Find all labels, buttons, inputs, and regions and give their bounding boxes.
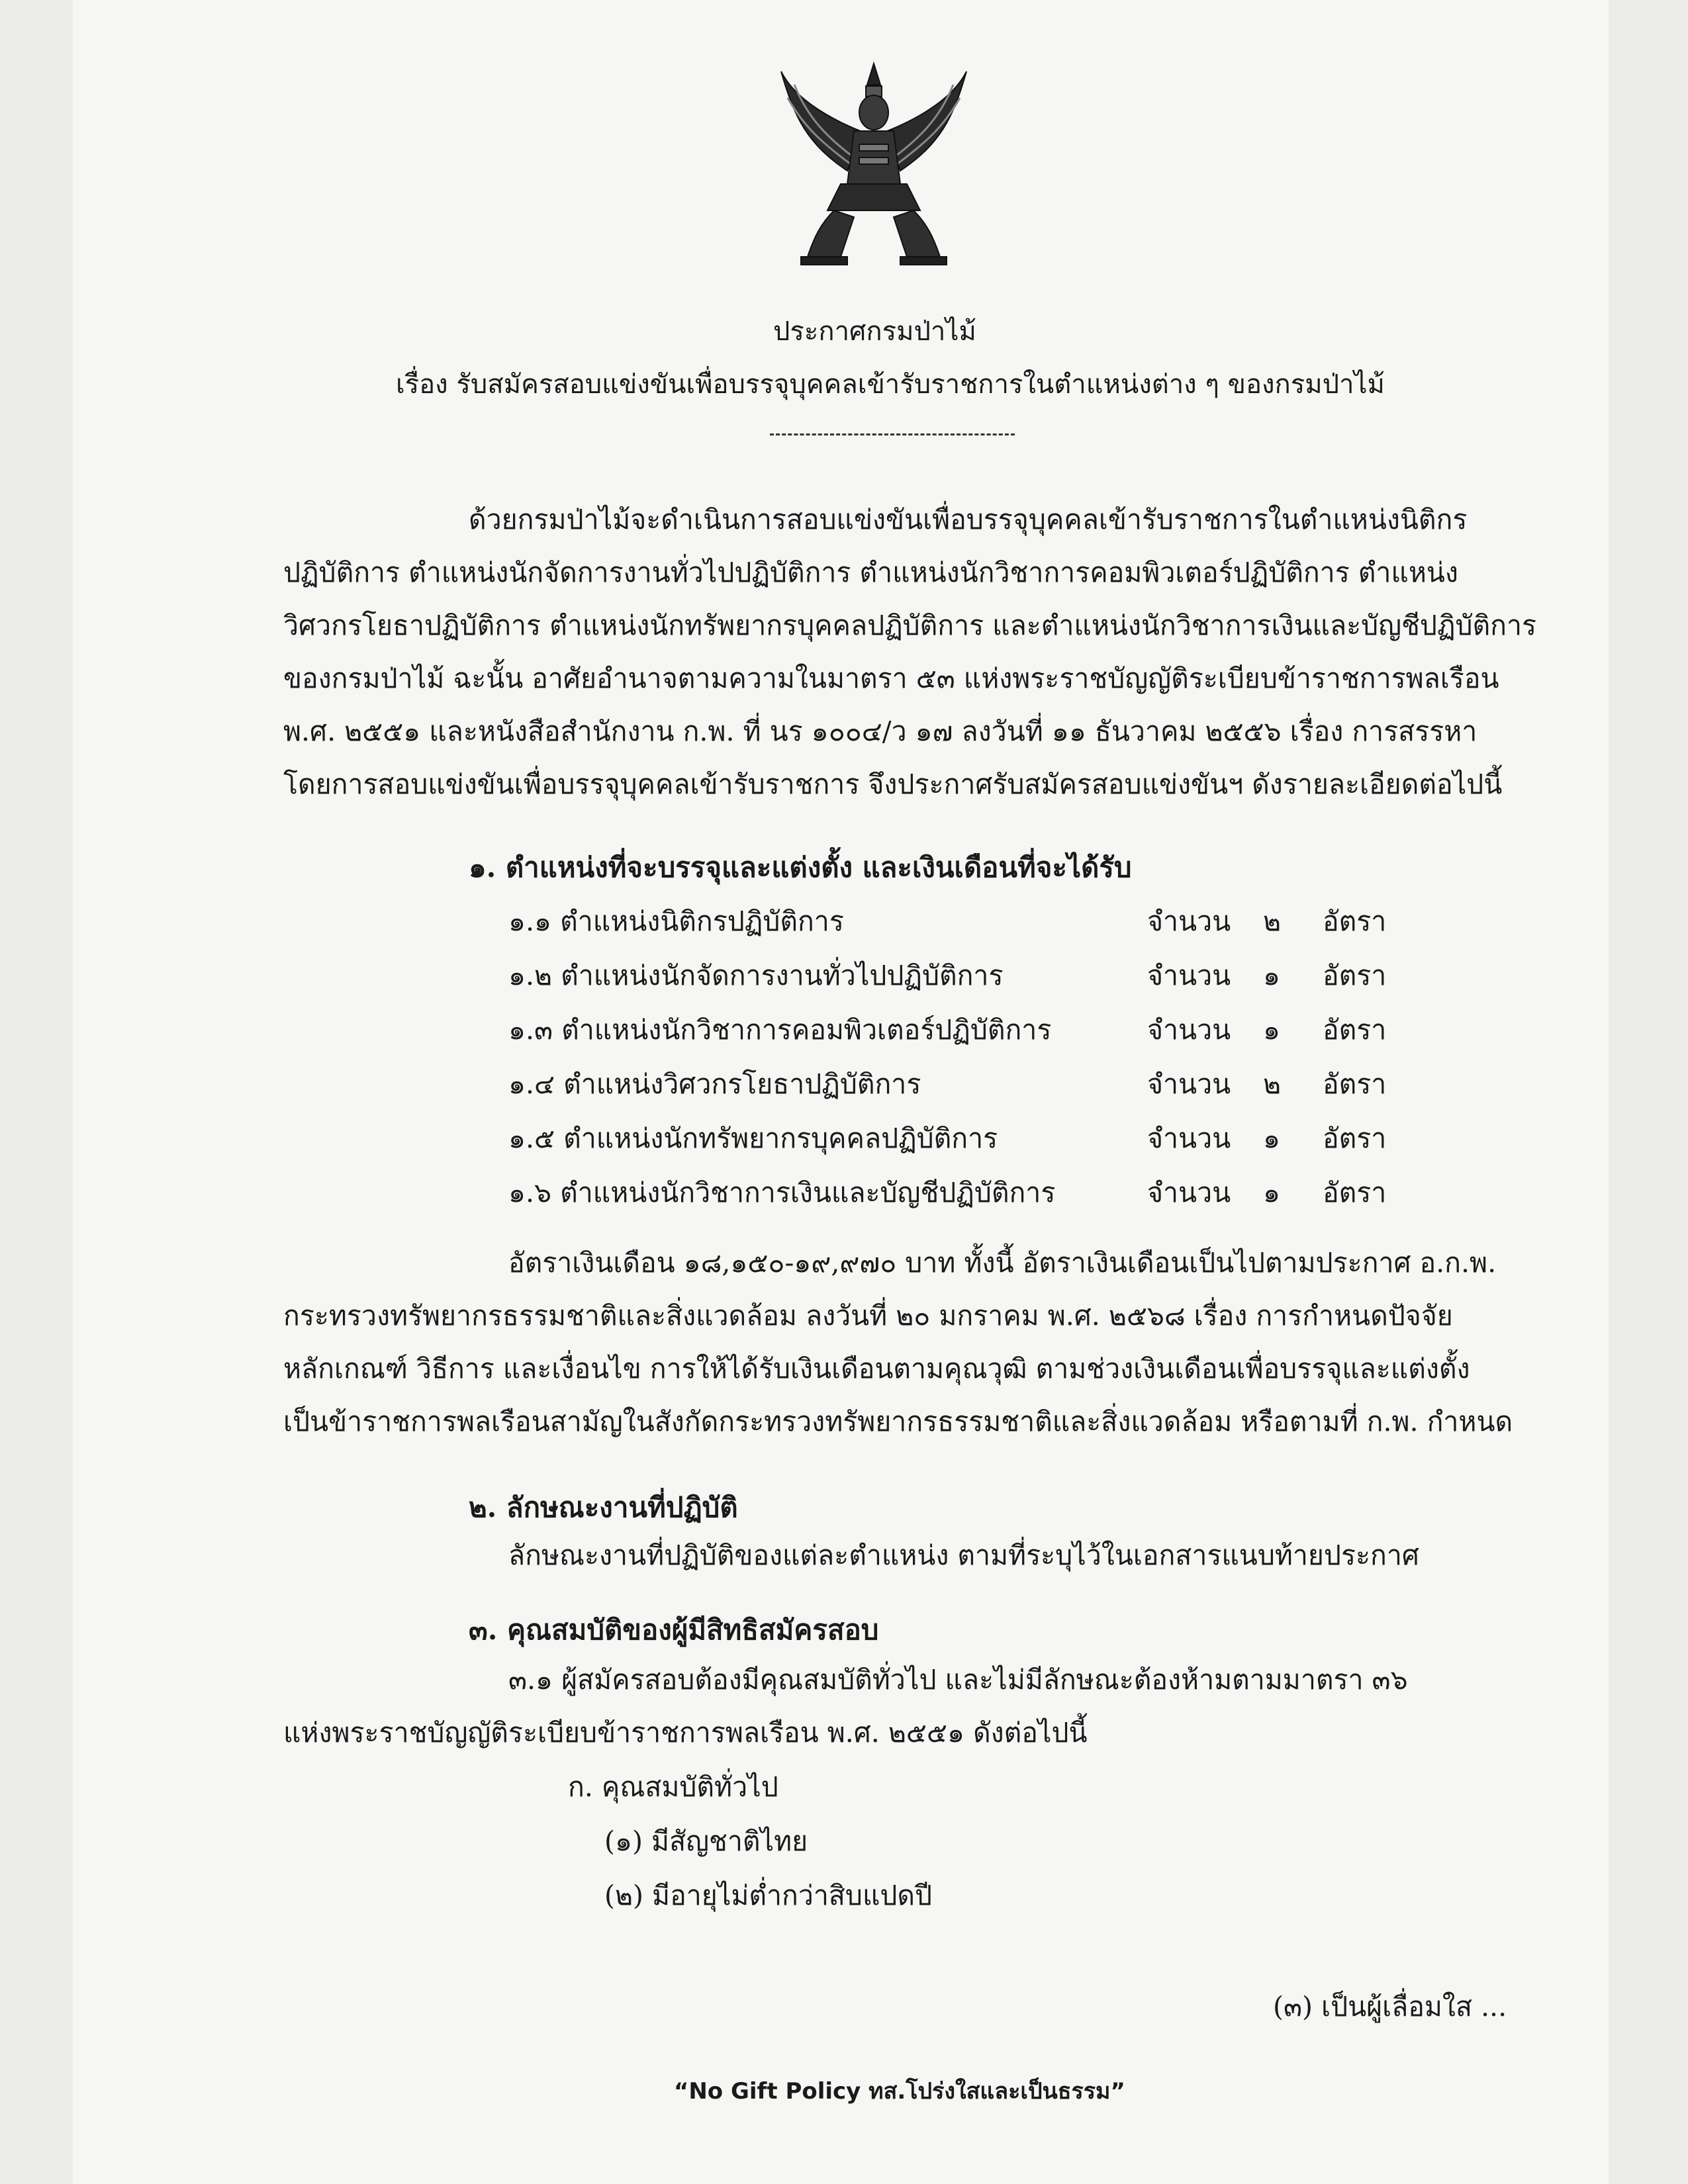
intro-line-6: โดยการสอบแข่งขันเพื่อบรรจุบุคคลเข้ารับราชการ จึงประกาศรับสมัครสอบแข่งขันฯ ดังรายละเอียดต่อไปนี้ — [283, 768, 1503, 800]
garuda-emblem-icon — [768, 58, 980, 270]
position-label: ๑.๕ ตำแหน่งนักทรัพยากรบุคคลปฏิบัติการ — [508, 1122, 998, 1154]
qualification-item: (๑) มีสัญชาติไทย — [604, 1825, 808, 1857]
intro-line-5: พ.ศ. ๒๕๕๑ และหนังสือสำนักงาน ก.พ. ที่ นร ๑๐๐๔/ว ๑๗ ลงวันที่ ๑๑ ธันวาคม ๒๕๕๖ เรื่อง การสรรหา — [283, 715, 1477, 747]
section-3-line-1: ๓.๑ ผู้สมัครสอบต้องมีคุณสมบัติทั่วไป และไม่มีลักษณะต้องห้ามตามมาตรา ๓๖ — [508, 1664, 1408, 1696]
count-label: จำนวน — [1147, 960, 1231, 991]
count-value: ๑ — [1263, 960, 1281, 991]
issuer-title: ประกาศกรมป่าไม้ — [773, 316, 976, 347]
count-value: ๑ — [1263, 1014, 1281, 1046]
salary-line-2: กระทรวงทรัพยากรธรรมชาติและสิ่งแวดล้อม ลงวันที่ ๒๐ มกราคม พ.ศ. ๒๕๖๘ เรื่อง การกำหนดปัจจัย — [283, 1300, 1453, 1332]
section-3-line-2: แห่งพระราชบัญญัติระเบียบข้าราชการพลเรือน พ.ศ. ๒๕๕๑ ดังต่อไปนี้ — [283, 1717, 1088, 1749]
count-label: จำนวน — [1147, 1177, 1231, 1208]
count-label: จำนวน — [1147, 905, 1231, 937]
count-value: ๒ — [1263, 905, 1282, 937]
count-value: ๑ — [1263, 1122, 1281, 1154]
footer-quote: “No Gift Policy ทส.โปร่งใสและเป็นธรรม” — [674, 2078, 1125, 2105]
section-2-text: ลักษณะงานที่ปฏิบัติของแต่ละตำแหน่ง ตามที่ระบุไว้ในเอกสารแนบท้ายประกาศ — [508, 1539, 1419, 1571]
intro-line-2: ปฏิบัติการ ตำแหน่งนักจัดการงานทั่วไปปฏิบัติการ ตำแหน่งนักวิชาการคอมพิวเตอร์ปฏิบัติการ ตำแหน่ง — [283, 557, 1458, 588]
count-unit: อัตรา — [1323, 960, 1387, 991]
count-unit: อัตรา — [1323, 1122, 1387, 1154]
intro-line-1: ด้วยกรมป่าไม้จะดำเนินการสอบแข่งขันเพื่อบรรจุบุคคลเข้ารับราชการในตำแหน่งนิติกร — [469, 504, 1468, 535]
intro-line-4: ของกรมป่าไม้ ฉะนั้น อาศัยอำนาจตามความในมาตรา ๕๓ แห่งพระราชบัญญัติระเบียบข้าราชการพลเรือน — [283, 662, 1499, 694]
section-2-heading: ๒. ลักษณะงานที่ปฏิบัติ — [469, 1491, 738, 1524]
subject-line: เรื่อง รับสมัครสอบแข่งขันเพื่อบรรจุบุคคลเข้ารับราชการในตำแหน่งต่าง ๆ ของกรมป่าไม้ — [396, 369, 1385, 400]
section-3-heading: ๓. คุณสมบัติของผู้มีสิทธิสมัครสอบ — [469, 1614, 879, 1646]
count-value: ๑ — [1263, 1177, 1281, 1208]
count-unit: อัตรา — [1323, 1177, 1387, 1208]
count-unit: อัตรา — [1323, 1068, 1387, 1100]
position-label: ๑.๖ ตำแหน่งนักวิชาการเงินและบัญชีปฏิบัติการ — [508, 1177, 1056, 1208]
position-label: ๑.๒ ตำแหน่งนักจัดการงานทั่วไปปฏิบัติการ — [508, 960, 1004, 991]
position-label: ๑.๓ ตำแหน่งนักวิชาการคอมพิวเตอร์ปฏิบัติการ — [508, 1014, 1052, 1046]
count-value: ๒ — [1263, 1068, 1282, 1100]
header-divider — [770, 433, 1015, 435]
section-3-subheading: ก. คุณสมบัติทั่วไป — [568, 1771, 778, 1803]
section-1-heading: ๑. ตำแหน่งที่จะบรรจุและแต่งตั้ง และเงินเดือนที่จะได้รับ — [469, 851, 1132, 884]
qualification-item: (๒) มีอายุไม่ต่ำกว่าสิบแปดปี — [604, 1880, 933, 1911]
continuation-text: (๓) เป็นผู้เลื่อมใส ... — [1273, 1991, 1507, 2023]
count-label: จำนวน — [1147, 1014, 1231, 1046]
salary-line-3: หลักเกณฑ์ วิธีการ และเงื่อนไข การให้ได้รับเงินเดือนตามคุณวุฒิ ตามช่วงเงินเดือนเพื่อบรรจุและแต่งตั้ง — [283, 1353, 1470, 1385]
count-label: จำนวน — [1147, 1068, 1231, 1100]
position-label: ๑.๔ ตำแหน่งวิศวกรโยธาปฏิบัติการ — [508, 1068, 921, 1100]
count-unit: อัตรา — [1323, 1014, 1387, 1046]
salary-line-1: อัตราเงินเดือน ๑๘,๑๕๐-๑๙,๙๗๐ บาท ทั้งนี้ อัตราเงินเดือนเป็นไปตามประกาศ อ.ก.พ. — [508, 1247, 1497, 1279]
intro-line-3: วิศวกรโยธาปฏิบัติการ ตำแหน่งนักทรัพยากรบุคคลปฏิบัติการ และตำแหน่งนักวิชาการเงินและบัญชีปฏิบัติการ — [283, 610, 1536, 641]
salary-line-4: เป็นข้าราชการพลเรือนสามัญในสังกัดกระทรวงทรัพยากรธรรมชาติและสิ่งแวดล้อม หรือตามที่ ก.พ. กำหนด — [283, 1406, 1513, 1437]
count-label: จำนวน — [1147, 1122, 1231, 1154]
position-label: ๑.๑ ตำแหน่งนิติกรปฏิบัติการ — [508, 905, 844, 937]
count-unit: อัตรา — [1323, 905, 1387, 937]
